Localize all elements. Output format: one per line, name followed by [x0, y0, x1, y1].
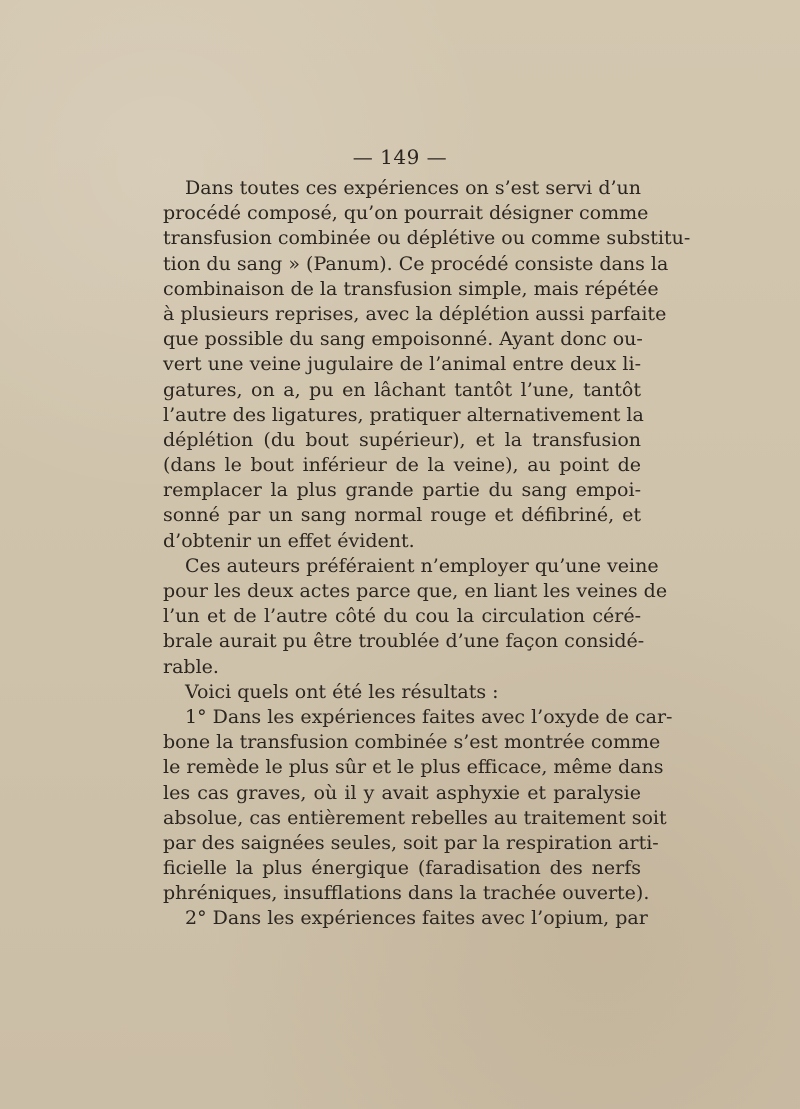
text-line: phréniques, insufflations dans la trachée ouverte).: [163, 882, 650, 905]
text-line: le remède le plus sûr et le plus efficace, même dans: [163, 756, 664, 779]
text-line: brale aurait pu être troublée d’une façon considé-: [163, 630, 645, 653]
text-line: les cas graves, où il y avait asphyxie et paralysie: [163, 781, 641, 804]
text-line: remplacer la plus grande partie du sang empoi-: [163, 479, 641, 502]
text-line: vert une veine jugulaire de l’animal entre deux li-: [163, 353, 641, 376]
text-line: sonné par un sang normal rouge et défibriné, et: [163, 504, 641, 527]
text-line: Ces auteurs préféraient n’employer qu’une veine: [185, 554, 659, 577]
text-line: rable.: [163, 655, 219, 678]
text-line: ficielle la plus énergique (faradisation des nerfs: [163, 857, 641, 880]
text-line: l’autre des ligatures, pratiquer alternativement la: [163, 403, 644, 426]
text-line: d’obtenir un effet évident.: [163, 529, 415, 552]
text-line: absolue, cas entièrement rebelles au traitement soit: [163, 806, 667, 829]
text-line: 2° Dans les expériences faites avec l’opium, par: [185, 907, 648, 930]
page-number: — 149 —: [352, 145, 448, 169]
text-line: à plusieurs reprises, avec la déplétion aussi parfaite: [163, 302, 667, 325]
text-line: combinaison de la transfusion simple, mais répétée: [163, 277, 659, 300]
text-line: bone la transfusion combinée s’est montrée comme: [163, 731, 661, 754]
text-line: que possible du sang empoisonné. Ayant donc ou-: [163, 328, 643, 351]
text-line: Voici quels ont été les résultats :: [185, 680, 499, 703]
text-line: gatures, on a, pu en lâchant tantôt l’une, tantôt: [163, 378, 641, 401]
body-text: [163, 176, 691, 932]
text-line: Dans toutes ces expériences on s’est servi d’un: [185, 177, 641, 199]
text-line: déplétion (du bout supérieur), et la transfusion: [163, 428, 641, 451]
text-line: par des saignées seules, soit par la respiration arti-: [163, 831, 659, 854]
text-line: pour les deux actes parce que, en liant les veines de: [163, 580, 668, 602]
text-line: (dans le bout inférieur de la veine), au point de: [163, 454, 641, 477]
text-line: 1° Dans les expériences faites avec l’oxyde de car-: [185, 705, 673, 728]
text-line: tion du sang » (Panum). Ce procédé consiste dans la: [163, 252, 669, 275]
text-line: transfusion combinée ou déplétive ou comme substitu-: [163, 227, 691, 250]
text-line: procédé composé, qu’on pourrait désigner comme: [163, 202, 649, 225]
text-line: l’un et de l’autre côté du cou la circulation céré-: [163, 605, 641, 628]
